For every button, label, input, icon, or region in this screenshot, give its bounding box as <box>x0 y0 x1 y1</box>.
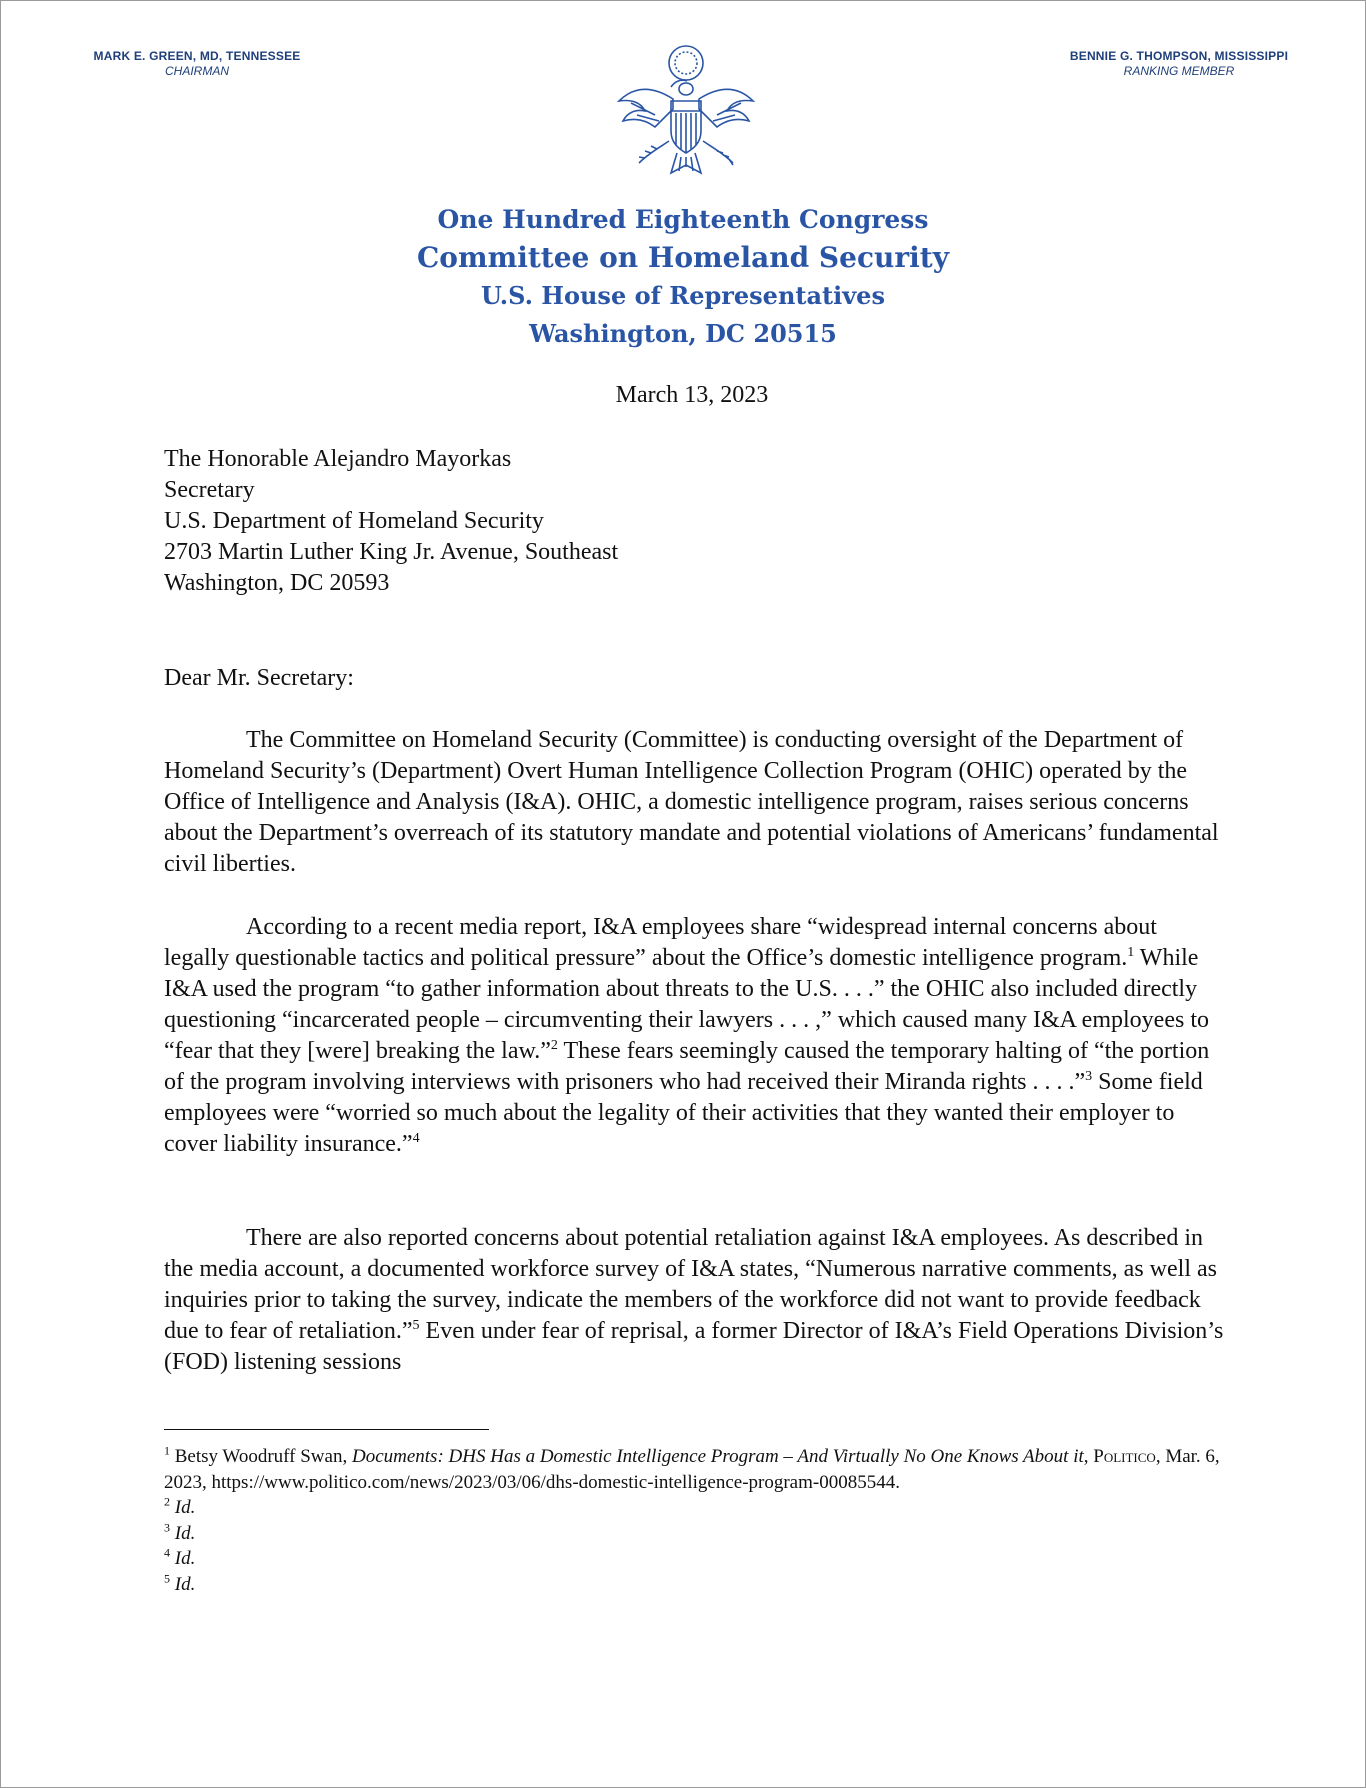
address-line: U.S. Department of Homeland Security <box>164 508 544 534</box>
footnote-outlet: Politico <box>1093 1446 1156 1467</box>
footnote-reference: 3 <box>1085 1069 1093 1084</box>
footnotes <box>164 1444 1226 1597</box>
paragraph-text: According to a recent media report, I&A employees share “widespread internal concerns about legally questionable tactics and political pressure” about the Office’s domestic intelligence program. <box>164 914 1157 971</box>
paragraph-text: Even under fear of reprisal, a former Director of I&A’s Field Operations Division’s (FOD) listening sessions <box>164 1318 1224 1375</box>
ranking-member-name: BENNIE G. THOMPSON, MISSISSIPPI <box>1069 49 1289 63</box>
address-line: Washington, DC 20593 <box>164 570 390 596</box>
footnote-citation: , Mar. 6, 2023, https://www.politico.com/news/2023/03/06/dhs-domestic-intelligence-program-00085544. <box>164 1446 1220 1493</box>
footnote-reference: 4 <box>412 1131 420 1146</box>
salutation: Dear Mr. Secretary: <box>164 665 354 691</box>
ranking-member-block <box>1058 49 1300 78</box>
paragraph <box>164 912 1226 1160</box>
footnote <box>164 1572 1226 1598</box>
paragraph-text: These fears seemingly caused the temporary halting of “the portion of the program involving interviews with prisoners who had received their Miranda rights . . . .” <box>164 1038 1210 1095</box>
letter-date: March 13, 2023 <box>615 382 769 408</box>
paragraph <box>164 1223 1226 1378</box>
footnote-number: 1 <box>164 1443 170 1458</box>
chairman-block <box>85 49 309 78</box>
paragraph-text: There are also reported concerns about potential retaliation against I&A employees. As described in the media account, a documented workforce survey of I&A states, “Numerous narrative comments, as well as inquiries prior to taking the survey, indicate the members of the workforce did not want to provide feedback due to fear of retaliation.” <box>164 1225 1217 1344</box>
footnote <box>164 1444 1226 1495</box>
footnote-text: Id. <box>174 1522 196 1544</box>
footnote <box>164 1495 1226 1521</box>
paragraph-text: Some field employees were “worried so much about the legality of their activities that they wanted their employer to cover liability insurance.” <box>164 1069 1203 1157</box>
address-line: Secretary <box>164 477 255 503</box>
footnote-reference: 5 <box>412 1318 420 1333</box>
address-line: 2703 Martin Luther King Jr. Avenue, Southeast <box>164 539 619 565</box>
footnote-number: 3 <box>164 1520 170 1535</box>
committee-name: Committee on Homeland Security <box>417 241 949 274</box>
paragraph: The Committee on Homeland Security (Committee) is conducting oversight of the Department of Homeland Security’s (Department) Overt Human Intelligence Collection Program (OHIC) operated by the Office of Intelligence and Analysis (I&A). OHIC, a domestic intelligence program, raises serious concerns about the Department’s overreach of its statutory mandate and potential violations of Americans’ fundamental civil liberties. <box>164 727 1219 877</box>
chairman-name: MARK E. GREEN, MD, TENNESSEE <box>93 49 301 63</box>
footnote-number: 5 <box>164 1571 170 1586</box>
paragraph-text: While I&A used the program “to gather information about threats to the U.S. . . .” the OHIC also included directly questioning “incarcerated people – circumventing their lawyers . . . ,” which caused many I&A employees to “fear that they [were] breaking the law.” <box>164 945 1209 1064</box>
congress-line: One Hundred Eighteenth Congress <box>437 205 929 234</box>
ranking-member-title: RANKING MEMBER <box>1123 64 1235 78</box>
address-line: The Honorable Alejandro Mayorkas <box>164 446 512 472</box>
footnote-number: 2 <box>164 1494 170 1509</box>
city-line: Washington, DC 20515 <box>529 319 837 348</box>
footnote-reference: 2 <box>550 1038 558 1053</box>
footnote-divider <box>164 1429 489 1430</box>
chairman-title: CHAIRMAN <box>164 64 229 78</box>
footnote-article-title: Documents: DHS Has a Domestic Intelligence Program – And Virtually No One Knows About it <box>351 1446 1084 1467</box>
footnote <box>164 1521 1226 1547</box>
house-line: U.S. House of Representatives <box>481 281 885 310</box>
footnote-reference: 1 <box>1127 945 1135 960</box>
committee-letterhead <box>1 201 1365 353</box>
footnote-separator: , <box>1083 1446 1094 1467</box>
footnote <box>164 1546 1226 1572</box>
recipient-address <box>164 444 1226 599</box>
footnote-text: Id. <box>174 1573 196 1595</box>
footnote-text: Id. <box>174 1497 196 1518</box>
footnote-number: 4 <box>164 1545 170 1560</box>
footnote-text: Id. <box>174 1548 196 1569</box>
great-seal-eagle-icon <box>611 41 761 186</box>
footnote-author: Betsy Woodruff Swan, <box>174 1446 352 1467</box>
